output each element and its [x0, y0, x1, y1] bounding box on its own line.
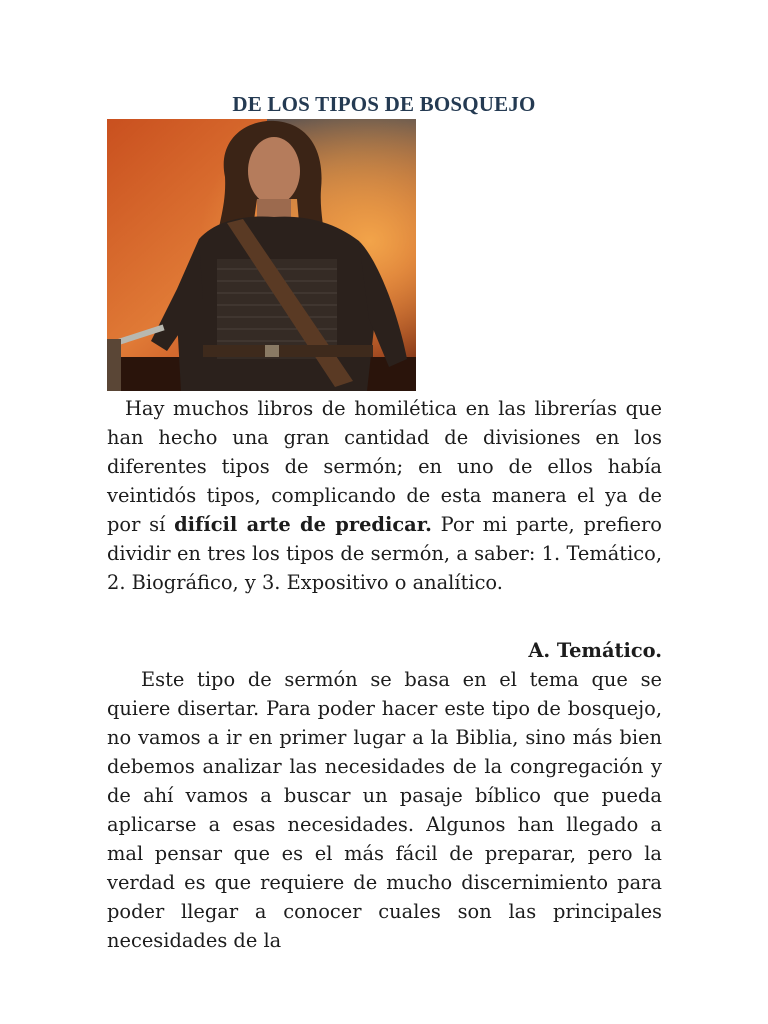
intro-bold-phrase: difícil arte de predicar. — [174, 513, 432, 536]
illustration-photo — [107, 119, 416, 391]
tematico-paragraph: Este tipo de sermón se basa en el tema que se quiere disertar. Para poder hacer este tipo de bosquejo, no vamos a ir en primer lugar a la Biblia, sino más bien debemos analizar las necesidades de la congregación y de ahí vamos a buscar un pasaje bíblico que pueda aplicarse a esas necesidades. Algunos han llegado a mal pensar que es el más fácil de preparar, pero la verdad es que requiere de mucho discernimiento para poder llegar a conocer cuales son las principales necesidades de la — [107, 668, 662, 952]
section-heading-tematico: A. Temático. — [528, 639, 662, 662]
document-title: DE LOS TIPOS DE BOSQUEJO — [232, 92, 536, 116]
intro-text-start: Hay muchos libros de homilética en las librerías que han hecho una gran cantidad de divisiones en los diferentes tipos de sermón; en uno de ellos había veintidós tipos, complicando de esta manera el ya de por sí — [107, 397, 662, 536]
intro-paragraph — [107, 394, 662, 597]
intro-text-end: Por mi parte, prefiero dividir en tres los tipos de sermón, a saber: 1. Temático, 2. Biográfico, y 3. Expositivo o analítico. — [107, 513, 662, 594]
